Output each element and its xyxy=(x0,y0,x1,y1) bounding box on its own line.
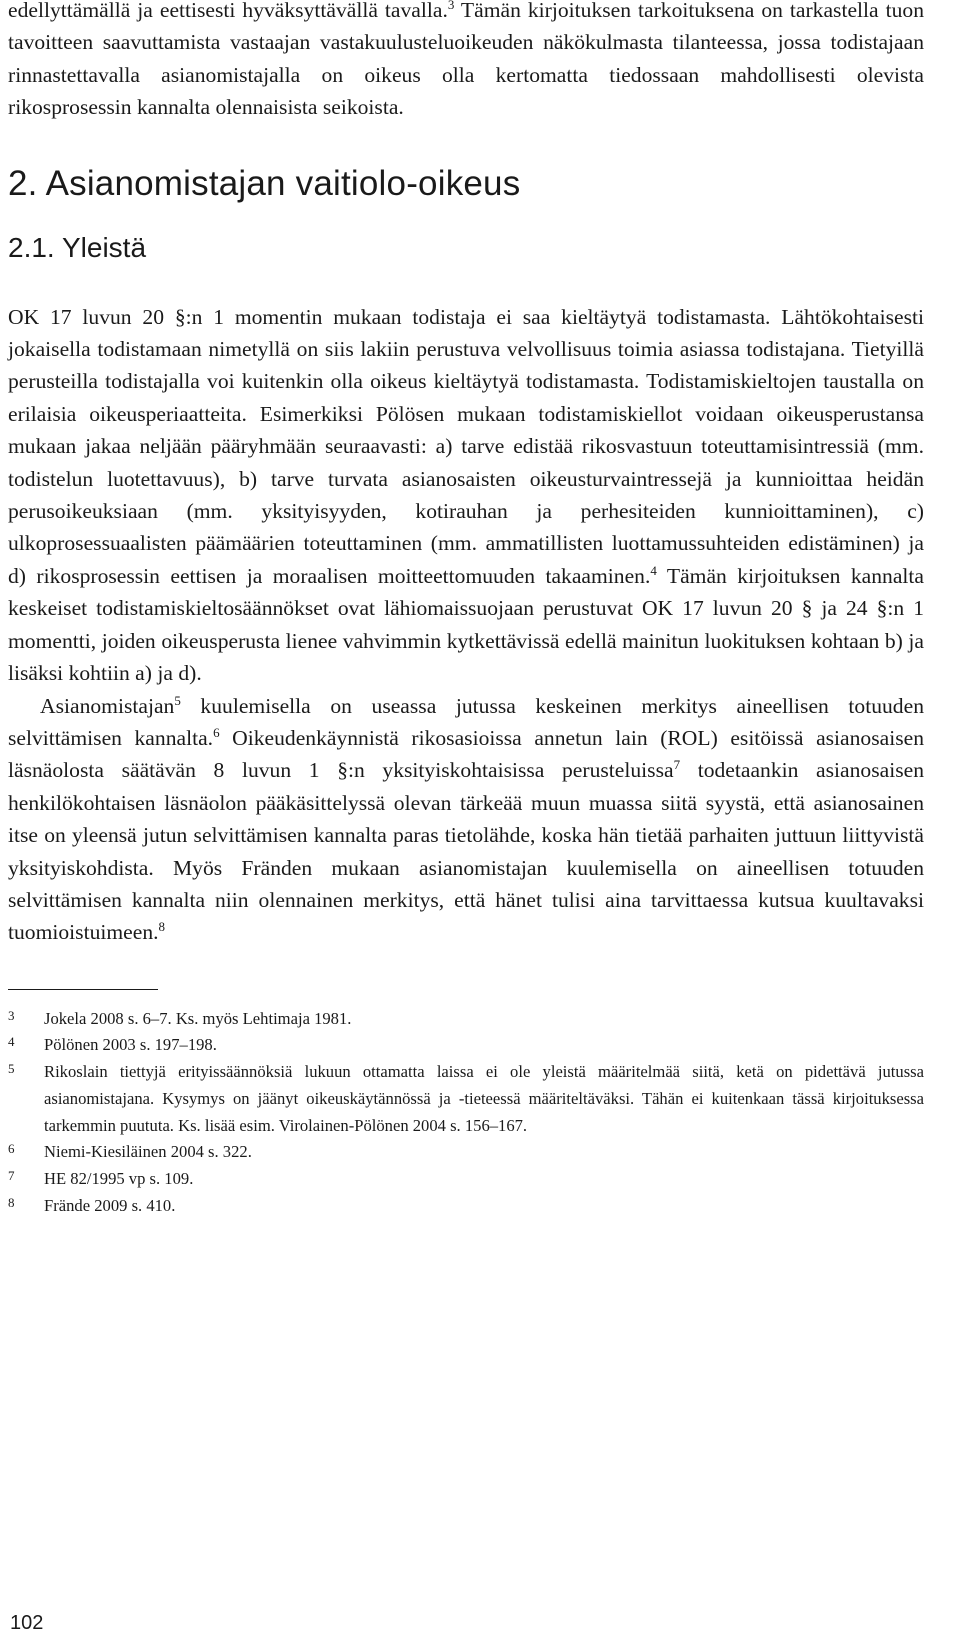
paragraph-2 xyxy=(8,690,924,949)
footnote-6 xyxy=(8,1139,924,1166)
paragraph-1-text-2: Tämän kirjoituksen kannalta keskeiset todistamiskieltosäännökset ovat lähiomaissuojaan perustuvat OK 17 luvun 20 § ja 24 §:n 1 momentti, joiden oikeusperusta lienee vahvimmin kytkettävissä edellä mainitun luokituksen kohtaan b) ja lisäksi kohtiin a) ja d). xyxy=(8,563,924,686)
footnote-text: Frände 2009 s. 410. xyxy=(44,1195,176,1215)
footnote-number: 7 xyxy=(8,1167,15,1183)
intro-text-1: edellyttämällä ja eettisesti hyväksyttävällä tavalla. xyxy=(8,0,448,22)
page-number: 102 xyxy=(10,1612,44,1634)
footnote-3 xyxy=(8,1006,924,1033)
intro-text-2: Tämän kirjoituksen tarkoituksena on tarkastella tuon tavoitteen saavuttamista vastaajan vastakuulusteluoikeuden näkökulmasta tilanteessa, jossa todistajaan rinnastettavalla asianomistajalla on oikeus olla kertomatta tiedossaan mahdollisesti olevista rikosprosessin kannalta olennaisista seikoista. xyxy=(8,0,924,120)
footnote-text: Rikoslain tiettyjä erityissäännöksiä lukuun ottamatta laissa ei ole yleistä määritelmää siitä, ketä on pidettävä jutussa asianomistajana. Kysymys on jäänyt oikeuskäytännössä ja -tieteessä määriteltäväksi. Tähän ei kuitenkaan tässä kirjoituksessa tarkemmin puututa. Ks. lisää esim. Virolainen-Pölönen 2004 s. 156–167. xyxy=(44,1062,924,1135)
footnote-ref-8: 8 xyxy=(158,919,166,935)
footnote-5 xyxy=(8,1059,924,1139)
subsection-heading: 2.1. Yleistä xyxy=(8,231,147,263)
document-page xyxy=(8,0,924,1219)
footnote-8 xyxy=(8,1193,924,1220)
section-heading: 2. Asianomistajan vaitiolo-oikeus xyxy=(8,163,521,203)
footnote-text: Niemi-Kiesiläinen 2004 s. 322. xyxy=(44,1142,252,1162)
footnote-separator xyxy=(8,989,158,990)
footnote-4 xyxy=(8,1032,924,1059)
footnote-text: Pölönen 2003 s. 197–198. xyxy=(44,1035,217,1055)
footnote-text: HE 82/1995 vp s. 109. xyxy=(44,1168,194,1188)
paragraph-2-text-4: todetaankin asianosaisen henkilökohtaisen läsnäolon pääkäsittelyssä olevan tärkeää muun muassa siitä syystä, että asianosainen itse on yleensä jutun selvittämisen kannalta paras tietolähde, koska hän tietää parhaiten juttuun liittyvistä yksityiskohdista. Myös Fränden mukaan asianomistajan kuulemisella on aineellisen totuuden selvittämisen kannalta niin olennainen merkitys, että hänet tulisi aina tarvittaessa kutsua kuultavaksi tuomioistuimeen. xyxy=(8,758,924,945)
footnote-ref-5: 5 xyxy=(174,692,181,708)
footnote-text: Jokela 2008 s. 6–7. Ks. myös Lehtimaja 1981. xyxy=(44,1008,352,1028)
paragraph-1-text-1: OK 17 luvun 20 §:n 1 momentin mukaan todistaja ei saa kieltäytyä todistamasta. Lähtökohtaisesti jokaisella todistamaan nimetyllä on siis lakiin perustuva velvollisuus toimia asiassa todistajana. Tietyillä perusteilla todistajalla voi kuitenkin olla oikeus kieltäytyä todistamasta. Todistamiskieltojen taustalla on erilaisia oikeusperiaatteita. Esimerkiksi Pölösen mukaan todistamiskiellot voidaan oikeusperustansa mukaan jakaa neljään pääryhmään seuraavasti: a) tarve edistää rikosvastuun toteuttamisintressiä (mm. todistelun luotettavuus), b) tarve turvata asianosaisten oikeusturvaintressejä ja kunnioittaa heidän perusoikeuksiaan (mm. yksityisyyden, kotirauhan ja perhesiteiden kunnioittaminen), c) ulkoprosessuaalisten päämäärien toteuttaminen (mm. ammatillisten luottamussuhteiden edistäminen) ja d) rikosprosessin eettisen ja moraalisen moitteettomuuden takaaminen. xyxy=(8,304,924,588)
footnote-ref-3: 3 xyxy=(447,0,455,12)
footnote-number: 5 xyxy=(8,1061,15,1077)
footnote-number: 4 xyxy=(8,1034,15,1050)
paragraph-1 xyxy=(8,301,924,690)
paragraph-2-text-3: Oikeudenkäynnistä rikosasioissa annetun lain (ROL) esitöissä asianosaisen läsnäolosta säätävän 8 luvun 1 §:n yksityiskohtaisissa perusteluissa xyxy=(8,725,925,783)
footnote-ref-4: 4 xyxy=(650,562,657,578)
footnote-number: 3 xyxy=(8,1007,15,1023)
intro-paragraph xyxy=(8,0,924,124)
footnotes xyxy=(8,1006,924,1220)
footnote-7 xyxy=(8,1166,924,1193)
footnote-number: 8 xyxy=(8,1194,15,1210)
footnote-ref-7: 7 xyxy=(673,757,681,773)
paragraph-2-text-1: Asianomistajan xyxy=(40,693,175,718)
footnote-ref-6: 6 xyxy=(213,724,220,740)
footnote-number: 6 xyxy=(8,1141,15,1157)
paragraph-2-text-2: kuulemisella on useassa jutussa keskeinen merkitys aineellisen totuuden selvittämisen kannalta. xyxy=(8,693,924,750)
